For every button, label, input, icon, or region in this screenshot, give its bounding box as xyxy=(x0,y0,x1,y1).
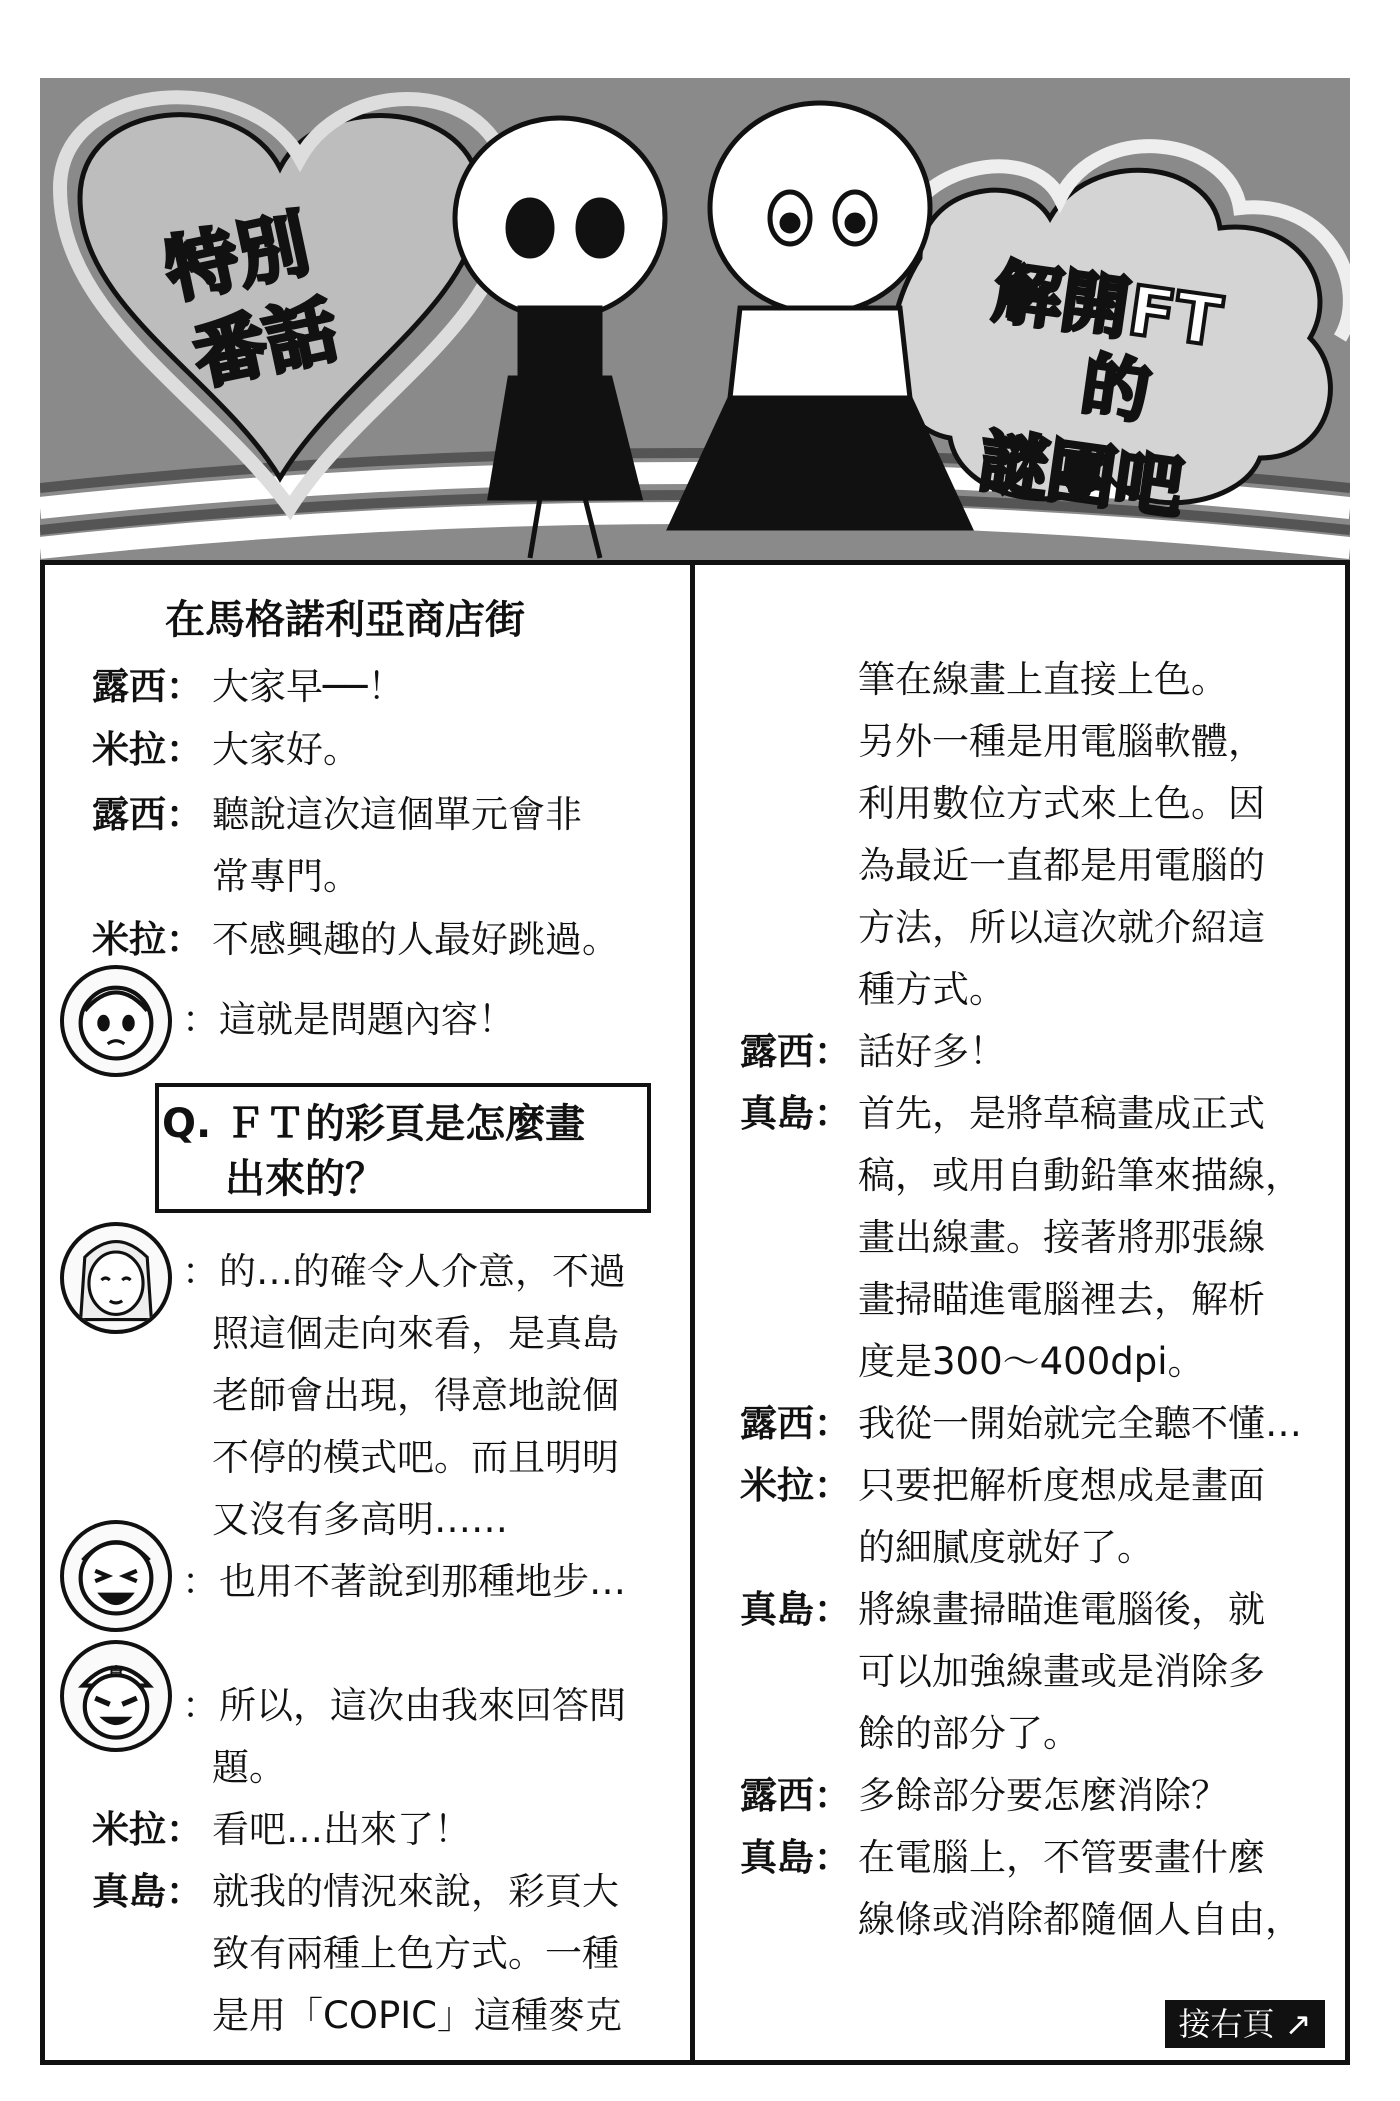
speaker-lucy: 露西： xyxy=(92,793,203,836)
dialogue-line: 筆在線畫上直接上色。 xyxy=(858,658,1228,701)
dialogue-line: 為最近一直都是用電腦的 xyxy=(858,844,1265,887)
dialogue-line: 致有兩種上色方式。一種 xyxy=(212,1932,619,1975)
speaker-mashima: 真島： xyxy=(740,1092,851,1135)
dialogue-line: 題。 xyxy=(212,1746,286,1789)
dialogue-line: 照這個走向來看，是真島 xyxy=(212,1312,619,1355)
dialogue-line: 就我的情況來說，彩頁大 xyxy=(212,1870,619,1913)
dialogue-line: ：的…的確令人介意，不過 xyxy=(182,1250,626,1293)
dialogue-line: 畫出線畫。接著將那張線 xyxy=(858,1216,1265,1259)
dialogue-line: 又沒有多高明…… xyxy=(212,1498,508,1541)
dialogue-line: 老師會出現，得意地說個 xyxy=(212,1374,619,1417)
speaker-mira: 米拉： xyxy=(740,1464,851,1507)
dialogue-line: ：這就是問題內容！ xyxy=(182,998,515,1041)
question-line-2: 出來的？ xyxy=(225,1156,385,1202)
dialogue-line: 不感興趣的人最好跳過。 xyxy=(212,918,619,961)
dialogue-line: 畫掃瞄進電腦裡去，解析 xyxy=(858,1278,1265,1321)
dialogue-line: 線條或消除都隨個人自由， xyxy=(858,1898,1302,1941)
section-title: 在馬格諾利亞商店街 xyxy=(165,597,525,643)
dialogue-line: 的細膩度就好了。 xyxy=(858,1526,1154,1569)
avatar-lucy-laughing xyxy=(60,1520,172,1632)
svg-text:的: 的 xyxy=(1076,345,1155,434)
speaker-lucy: 露西： xyxy=(740,1402,851,1445)
speaker-lucy: 露西： xyxy=(740,1774,851,1817)
dialogue-line: 可以加強線畫或是消除多 xyxy=(858,1650,1265,1693)
dialogue-line: 不停的模式吧。而且明明 xyxy=(212,1436,619,1479)
dialogue-line: 首先，是將草稿畫成正式 xyxy=(858,1092,1265,1135)
dialogue-line: 種方式。 xyxy=(858,968,1006,1011)
dialogue-line: 多餘部分要怎麼消除？ xyxy=(858,1774,1228,1817)
speaker-lucy: 露西： xyxy=(92,665,203,708)
dialogue-line: 餘的部分了。 xyxy=(858,1712,1080,1755)
dialogue-line: 另外一種是用電腦軟體， xyxy=(858,720,1265,763)
dialogue-line: 只要把解析度想成是畫面 xyxy=(858,1464,1265,1507)
speaker-lucy: 露西： xyxy=(740,1030,851,1073)
svg-text:謎團吧: 謎團吧 xyxy=(974,422,1188,530)
svg-text:番話: 番話 xyxy=(186,287,345,400)
avatar-mashima xyxy=(60,1640,172,1752)
next-page-button[interactable] xyxy=(1165,2000,1325,2048)
dialogue-line: 是用「COPIC」這種麥克 xyxy=(212,1994,623,2037)
dialogue-line: 話好多！ xyxy=(858,1030,1006,1073)
dialogue-line: 聽說這次這個單元會非 xyxy=(212,793,582,836)
dialogue-line: 大家好。 xyxy=(212,728,360,771)
next-page-label: 接右頁 xyxy=(1178,2005,1275,2043)
dialogue-line: 度是300～400dpi。 xyxy=(858,1340,1205,1383)
avatar-lucy xyxy=(60,965,172,1077)
dialogue-line: 在電腦上，不管要畫什麼 xyxy=(858,1836,1265,1879)
arrow-up-right-icon: ↗ xyxy=(1284,2005,1312,2043)
dialogue-line: 利用數位方式來上色。因 xyxy=(858,782,1265,825)
svg-text:特別: 特別 xyxy=(158,201,317,314)
speaker-mira: 米拉： xyxy=(92,918,203,961)
dialogue-line: 常專門。 xyxy=(212,855,360,898)
dialogue-line: 將線畫掃瞄進電腦後，就 xyxy=(858,1588,1265,1631)
column-divider xyxy=(690,565,695,2065)
dialogue-line: 看吧…出來了！ xyxy=(212,1808,471,1851)
dialogue-line: ：所以，這次由我來回答問 xyxy=(182,1684,626,1727)
dialogue-line: 我從一開始就完全聽不懂… xyxy=(858,1402,1302,1445)
header-art xyxy=(40,78,1350,565)
avatar-mira xyxy=(60,1222,172,1334)
speaker-mashima: 真島： xyxy=(740,1588,851,1631)
dialogue-line: 大家早──！ xyxy=(212,665,405,708)
dialogue-line: 方法，所以這次就介紹這 xyxy=(858,906,1265,949)
header-illustration xyxy=(40,78,1350,565)
dialogue-line: 稿，或用自動鉛筆來描線， xyxy=(858,1154,1302,1197)
svg-text:解開FT: 解開FT xyxy=(988,252,1227,363)
speaker-mira: 米拉： xyxy=(92,728,203,771)
question-line-1: Q. ＦＴ的彩頁是怎麼畫 xyxy=(162,1101,586,1147)
speaker-mashima: 真島： xyxy=(740,1836,851,1879)
speaker-mira: 米拉： xyxy=(92,1808,203,1851)
dialogue-line: ：也用不著說到那種地步… xyxy=(182,1560,626,1603)
speaker-mashima: 真島： xyxy=(92,1870,203,1913)
